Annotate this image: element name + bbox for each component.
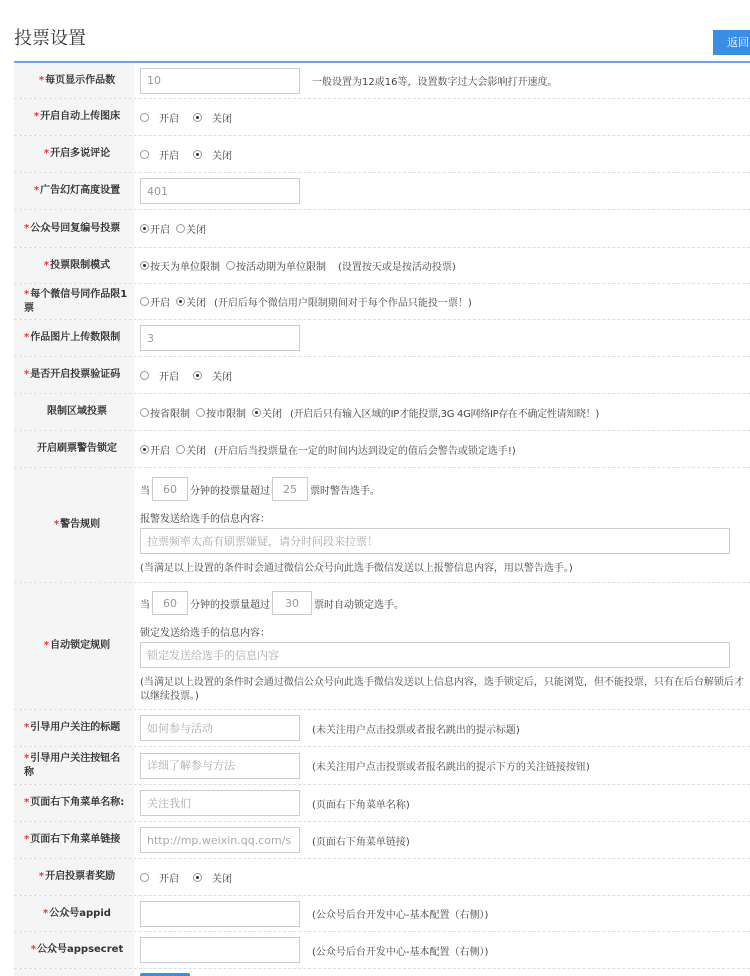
auto-upload-off-radio[interactable]: 关闭 xyxy=(193,110,232,125)
row-appsecret xyxy=(14,932,750,969)
value-reply-number xyxy=(134,210,750,247)
appid-input[interactable] xyxy=(140,901,300,927)
duoshuo-off-radio[interactable]: 关闭 xyxy=(193,147,232,162)
lock-message-label: 锁定发送给选手的信息内容： xyxy=(140,628,270,639)
menu-name-input[interactable] xyxy=(140,790,300,816)
row-voter-reward xyxy=(14,859,750,896)
row-auto-lock-rule xyxy=(14,583,750,710)
reply-number-on-radio[interactable]: 开启 xyxy=(140,221,170,236)
label-region: 限制区域投票 xyxy=(14,394,134,430)
row-limit-mode xyxy=(14,248,750,284)
value-limit-mode xyxy=(134,248,750,283)
row-works-per-page xyxy=(14,63,750,99)
label-submit xyxy=(14,969,134,976)
value-one-vote xyxy=(134,284,750,319)
reply-number-off-radio[interactable]: 关闭 xyxy=(176,221,206,236)
menu-link-hint: (页面右下角菜单链接) xyxy=(312,836,410,848)
row-vote-captcha xyxy=(14,357,750,394)
guide-title-hint: (未关注用户点击投票或者报名跳出的提示标题) xyxy=(312,724,520,736)
lock-message-input[interactable] xyxy=(140,642,730,668)
value-submit xyxy=(134,969,750,976)
lock-minutes-input[interactable] xyxy=(152,591,188,615)
region-city-radio[interactable]: 按市限制 xyxy=(196,405,246,420)
vote-settings-form xyxy=(14,63,750,976)
menu-name-hint: (页面右下角菜单名称) xyxy=(312,799,410,811)
row-duoshuo-comments xyxy=(14,136,750,173)
captcha-off-radio[interactable]: 关闭 xyxy=(193,368,232,383)
guide-button-hint: (未关注用户点击投票或者报名跳出的提示下方的关注链接按钮) xyxy=(312,762,590,773)
row-ad-height xyxy=(14,173,750,210)
row-submit xyxy=(14,969,750,976)
value-anti-fraud xyxy=(134,431,750,467)
row-auto-upload xyxy=(14,99,750,136)
row-menu-name xyxy=(14,785,750,822)
label-auto-upload: * 开启自动上传图床 xyxy=(14,99,134,135)
value-ad-height xyxy=(134,173,750,209)
guide-title-input[interactable] xyxy=(140,715,300,741)
row-region-limit xyxy=(14,394,750,431)
row-upload-limit xyxy=(14,320,750,357)
value-auto-lock-rule: 当 60 分钟的投票量超过 30 票时自动锁定选手。 锁定发送给选手的信息内容： 锁定发送给选手的信息内容 (当满足以上设置的条件时会通过微信公众号向此选手微信发送以上信息内容，选手锁定后，只能浏览，但不能投票，只有在后台解锁后才以继续投票。) xyxy=(134,583,750,709)
label-auto-lock-rule: * 自动锁定规则 xyxy=(14,583,134,709)
warn-count-input[interactable] xyxy=(272,477,308,501)
menu-link-input[interactable] xyxy=(140,827,300,853)
page-title: 投票设置 xyxy=(14,28,86,49)
value-works-per-page xyxy=(134,63,750,98)
value-menu-link xyxy=(134,822,750,858)
warn-rule-note: (当满足以上设置的条件时会通过微信公众号向此选手微信发送以上报警信息内容，用以警告选手。) xyxy=(140,563,573,574)
one-vote-hint: (开启后每个微信用户限制期间对于每个作品只能投一票！) xyxy=(214,298,472,309)
ad-height-input[interactable] xyxy=(140,178,300,204)
label-reward: * 开启投票者奖励 xyxy=(14,859,134,895)
row-menu-link xyxy=(14,822,750,859)
row-one-vote-per-work xyxy=(14,284,750,320)
label-works-per-page: * 每页显示作品数 xyxy=(14,63,134,98)
value-captcha xyxy=(134,357,750,393)
label-menu-name: *页面右下角菜单名称: xyxy=(14,785,134,821)
warn-minutes-input[interactable] xyxy=(152,477,188,501)
back-button[interactable]: 返回 xyxy=(713,30,750,55)
lock-count-input[interactable] xyxy=(272,591,312,615)
label-guide-title: *引导用户关注的标题 xyxy=(14,710,134,746)
label-menu-link: *页面右下角菜单链接 xyxy=(14,822,134,858)
value-menu-name xyxy=(134,785,750,821)
label-one-vote: *每个微信号同作品限1票 xyxy=(14,284,134,319)
value-appid xyxy=(134,896,750,931)
row-warning-rule xyxy=(14,468,750,583)
value-appsecret xyxy=(134,932,750,968)
appid-hint: (公众号后台开发中心-基本配置（右侧）) xyxy=(312,910,489,921)
anti-fraud-hint: (开启后当投票量在一定的时间内达到设定的值后会警告或锁定选手!) xyxy=(214,445,516,457)
label-appid: * 公众号appid xyxy=(14,896,134,931)
reward-on-radio[interactable]: 开启 xyxy=(140,870,179,885)
label-warning-rule: * 警告规则 xyxy=(14,468,134,582)
value-reward xyxy=(134,859,750,895)
label-upload-limit: *作品图片上传数限制 xyxy=(14,320,134,356)
anti-fraud-on-radio[interactable]: 开启 xyxy=(140,442,170,457)
value-auto-upload xyxy=(134,99,750,135)
value-guide-title xyxy=(134,710,750,746)
lock-rule-note: (当满足以上设置的条件时会通过微信公众号向此选手微信发送以上信息内容，选手锁定后，只能浏览，但不能投票，只有在后台解锁后才以继续投票。) xyxy=(140,677,744,702)
row-appid xyxy=(14,896,750,932)
one-vote-off-radio[interactable]: 关闭 xyxy=(176,294,206,309)
appsecret-hint: (公众号后台开发中心-基本配置（右侧）) xyxy=(312,946,489,958)
label-duoshuo: * 开启多说评论 xyxy=(14,136,134,172)
limit-by-day-radio[interactable]: 按天为单位限制 xyxy=(140,258,220,273)
one-vote-on-radio[interactable]: 开启 xyxy=(140,294,170,309)
label-limit-mode: * 投票限制模式 xyxy=(14,248,134,283)
value-warning-rule: 当 60 分钟的投票量超过 25 票时警告选手。 报警发送给选手的信息内容： 拉票频率太高有刷票嫌疑，请分时间段来拉票！ (当满足以上设置的条件时会通过微信公众号向此选手微信发送以上报警信息内容，用以警告选手。) xyxy=(134,468,750,582)
value-guide-button xyxy=(134,747,750,784)
label-reply-number: *公众号回复编号投票 xyxy=(14,210,134,247)
label-guide-button: *引导用户关注按钮名称 xyxy=(14,747,134,784)
row-guide-title xyxy=(14,710,750,747)
label-appsecret: * 公众号appsecret xyxy=(14,932,134,968)
value-upload-limit xyxy=(134,320,750,356)
row-reply-number-vote xyxy=(14,210,750,248)
row-anti-fraud-lock xyxy=(14,431,750,468)
upload-limit-input[interactable] xyxy=(140,325,300,351)
warn-message-input[interactable] xyxy=(140,528,730,554)
reward-off-radio[interactable]: 关闭 xyxy=(193,870,232,885)
auto-upload-on-radio[interactable]: 开启 xyxy=(140,110,179,125)
region-off-radio[interactable]: 关闭 xyxy=(252,405,282,420)
guide-button-input[interactable] xyxy=(140,753,300,779)
value-region xyxy=(134,394,750,430)
limit-mode-hint: (设置按天或是按活动投票) xyxy=(338,262,456,273)
warn-message-label: 报警发送给选手的信息内容： xyxy=(140,514,270,525)
region-province-radio[interactable]: 按省限制 xyxy=(140,405,190,420)
works-per-page-hint: 一般设置为12或16等，设置数字过大会影响打开速度。 xyxy=(312,77,558,88)
captcha-on-radio[interactable]: 开启 xyxy=(140,368,179,383)
duoshuo-on-radio[interactable]: 开启 xyxy=(140,147,179,162)
label-anti-fraud: 开启刷票警告锁定 xyxy=(14,431,134,467)
label-ad-height: * 广告幻灯高度设置 xyxy=(14,173,134,209)
anti-fraud-off-radio[interactable]: 关闭 xyxy=(176,442,206,457)
limit-by-period-radio[interactable]: 按活动期为单位限制 xyxy=(226,258,326,273)
row-guide-button xyxy=(14,747,750,785)
works-per-page-input[interactable] xyxy=(140,68,300,94)
label-captcha: *是否开启投票验证码 xyxy=(14,357,134,393)
value-duoshuo xyxy=(134,136,750,172)
appsecret-input[interactable] xyxy=(140,937,300,963)
region-hint: (开启后只有输入区域的IP才能投票,3G 4G网络IP存在不确定性请知晓！) xyxy=(290,408,599,420)
